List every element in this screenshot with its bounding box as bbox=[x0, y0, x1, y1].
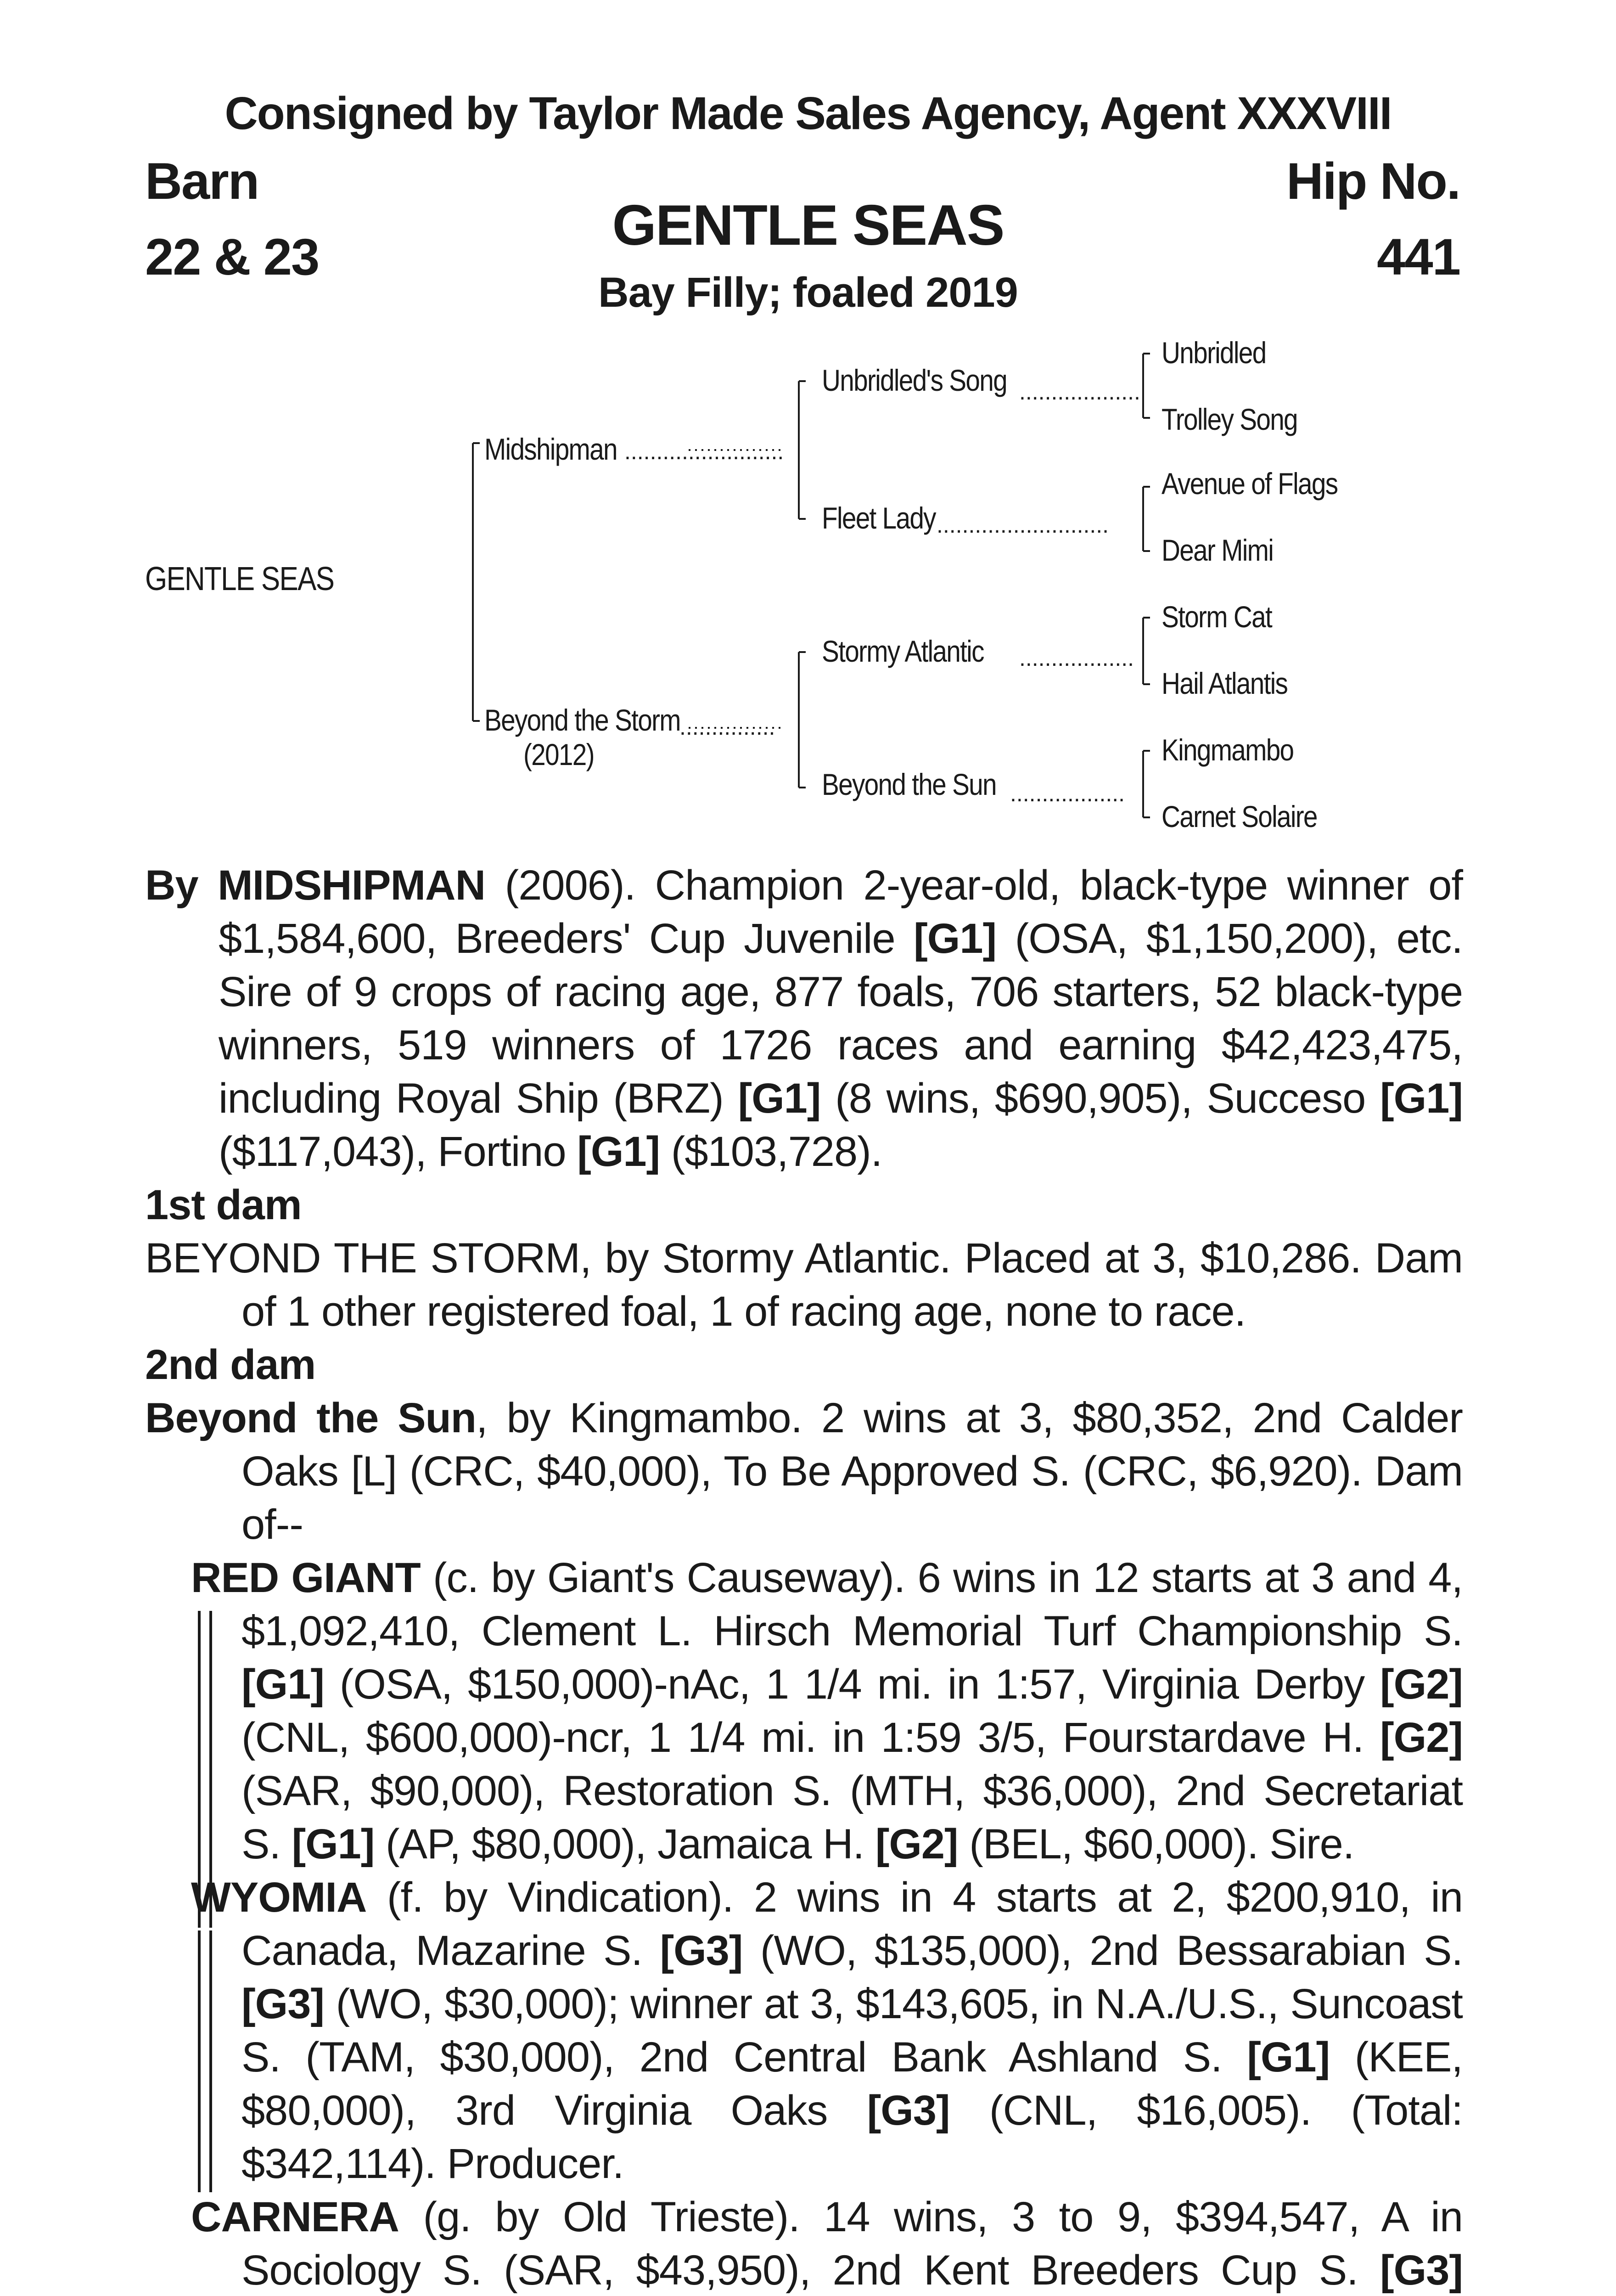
sire-paragraph: By MIDSHIPMAN (2006). Champion 2-year-old, black-type winner of $1,584,600, Breeders' Cup Juvenile [G1] (OSA, $1,150,200), etc. Sire of 9 crops of racing age, 877 foals, 706 starters, 52 black-type winners, 519 winners of 1726 races and earning $42,423,475, including Royal Ship (BRZ) [G1] (8 wins, $690,905), Succeso [G1] ($117,043), Fortino [G1] ($103,728). bbox=[145, 862, 1463, 1175]
horse-name: GENTLE SEAS bbox=[612, 194, 1004, 257]
produce-bar bbox=[198, 1930, 201, 2192]
barn-value: 22 & 23 bbox=[145, 228, 319, 286]
pedigree-chart-lines bbox=[0, 0, 1616, 872]
first-dam-paragraph: BEYOND THE STORM, by Stormy Atlantic. Placed at 3, $10,286. Dam of 1 other registered foal, 1 of racing age, none to race. bbox=[145, 1235, 1463, 1335]
consignor-line: Consigned by Taylor Made Sales Agency, Agent XXXVIII bbox=[224, 88, 1392, 139]
pedigree-subject: GENTLE SEAS bbox=[145, 561, 334, 597]
horse-description: Bay Filly; foaled 2019 bbox=[598, 269, 1018, 316]
pedigree-gen4-7: Kingmambo bbox=[1162, 733, 1294, 767]
pedigree-gen4-8: Carnet Solaire bbox=[1162, 799, 1317, 833]
svg-text:.........................: ......................... bbox=[624, 439, 784, 464]
pedigree-sire: Midshipman bbox=[484, 432, 617, 466]
produce-bar bbox=[209, 1930, 212, 2192]
svg-text:..................: .................. bbox=[1010, 781, 1125, 806]
hip-label: Hip No. bbox=[1286, 152, 1460, 210]
sire-lead: By MIDSHIPMAN bbox=[145, 862, 486, 909]
pedigree-sire-sire: Unbridled's Song bbox=[822, 363, 1007, 397]
pedigree-gen4-6: Hail Atlantis bbox=[1162, 666, 1288, 700]
pedigree-gen4-5: Storm Cat bbox=[1162, 600, 1272, 634]
barn-label: Barn bbox=[145, 152, 259, 210]
second-dam-paragraph: Beyond the Sun, by Kingmambo. 2 wins at 3, $80,352, 2nd Calder Oaks [L] (CRC, $40,000), To Be Approved S. (CRC, $6,920). Dam of-- bbox=[145, 1395, 1463, 1548]
produce-carnera: CARNERA (g. by Old Trieste). 14 wins, 3 to 9, $394,547, A in Sociology S. (SAR, $43,950), 2nd Kent Breeders Cup S. [G3] bbox=[191, 2194, 1463, 2294]
pedigree-gen4-3: Avenue of Flags bbox=[1162, 467, 1338, 501]
second-dam-heading: 2nd dam bbox=[145, 1341, 316, 1388]
pedigree-dam-sire: Stormy Atlantic bbox=[822, 634, 984, 668]
produce-wyomia: WYOMIA (f. by Vindication). 2 wins in 4 starts at 2, $200,910, in Canada, Mazarine S. [G3] (WO, $135,000), 2nd Bessarabian S. [G3] (WO, $30,000); winner at 3, $143,605, in N.A./U.S., Suncoast S. (TAM, $30,000), 2nd Central Bank Ashland S. [G1] (KEE, $80,000), 3rd Virginia Oaks [G3] (CNL, $16,005). (Total: $342,114). Producer. bbox=[145, 1871, 1463, 2190]
hip-value: 441 bbox=[1377, 228, 1460, 286]
pedigree-gen4-2: Trolley Song bbox=[1162, 402, 1297, 436]
pedigree-gen4-4: Dear Mimi bbox=[1162, 533, 1274, 567]
pedigree-gen4-1: Unbridled bbox=[1162, 336, 1266, 370]
pedigree-dam: Beyond the Storm bbox=[484, 703, 680, 737]
pedigree-sire-dam: Fleet Lady bbox=[822, 501, 936, 535]
catalog-body bbox=[145, 859, 1463, 2296]
svg-text:...............: ............... bbox=[679, 714, 775, 740]
pedigree-dam-year: (2012) bbox=[523, 737, 594, 771]
first-dam-heading: 1st dam bbox=[145, 1182, 302, 1228]
svg-text:...................: ................... bbox=[1019, 379, 1140, 405]
svg-text:...........................: ........................... bbox=[937, 512, 1109, 538]
produce-red-giant: RED GIANT (c. by Giant's Causeway). 6 wins in 12 starts at 3 and 4, $1,092,410, Clement L. Hirsch Memorial Turf Championship S. [G1] (OSA, $150,000)-nAc, 1 1/4 mi. in 1:57, Virginia Derby [G2] (CNL, $600,000)-ncr, 1 1/4 mi. in 1:59 3/5, Fourstardave H. [G2] (SAR, $90,000), Restoration S. (MTH, $36,000), 2nd Secretariat S. [G1] (AP, $80,000), Jamaica H. [G2] (BEL, $60,000). Sire. bbox=[145, 1551, 1463, 1871]
svg-text:..................: .................. bbox=[1019, 645, 1134, 671]
pedigree-dam-dam: Beyond the Sun bbox=[822, 767, 996, 801]
